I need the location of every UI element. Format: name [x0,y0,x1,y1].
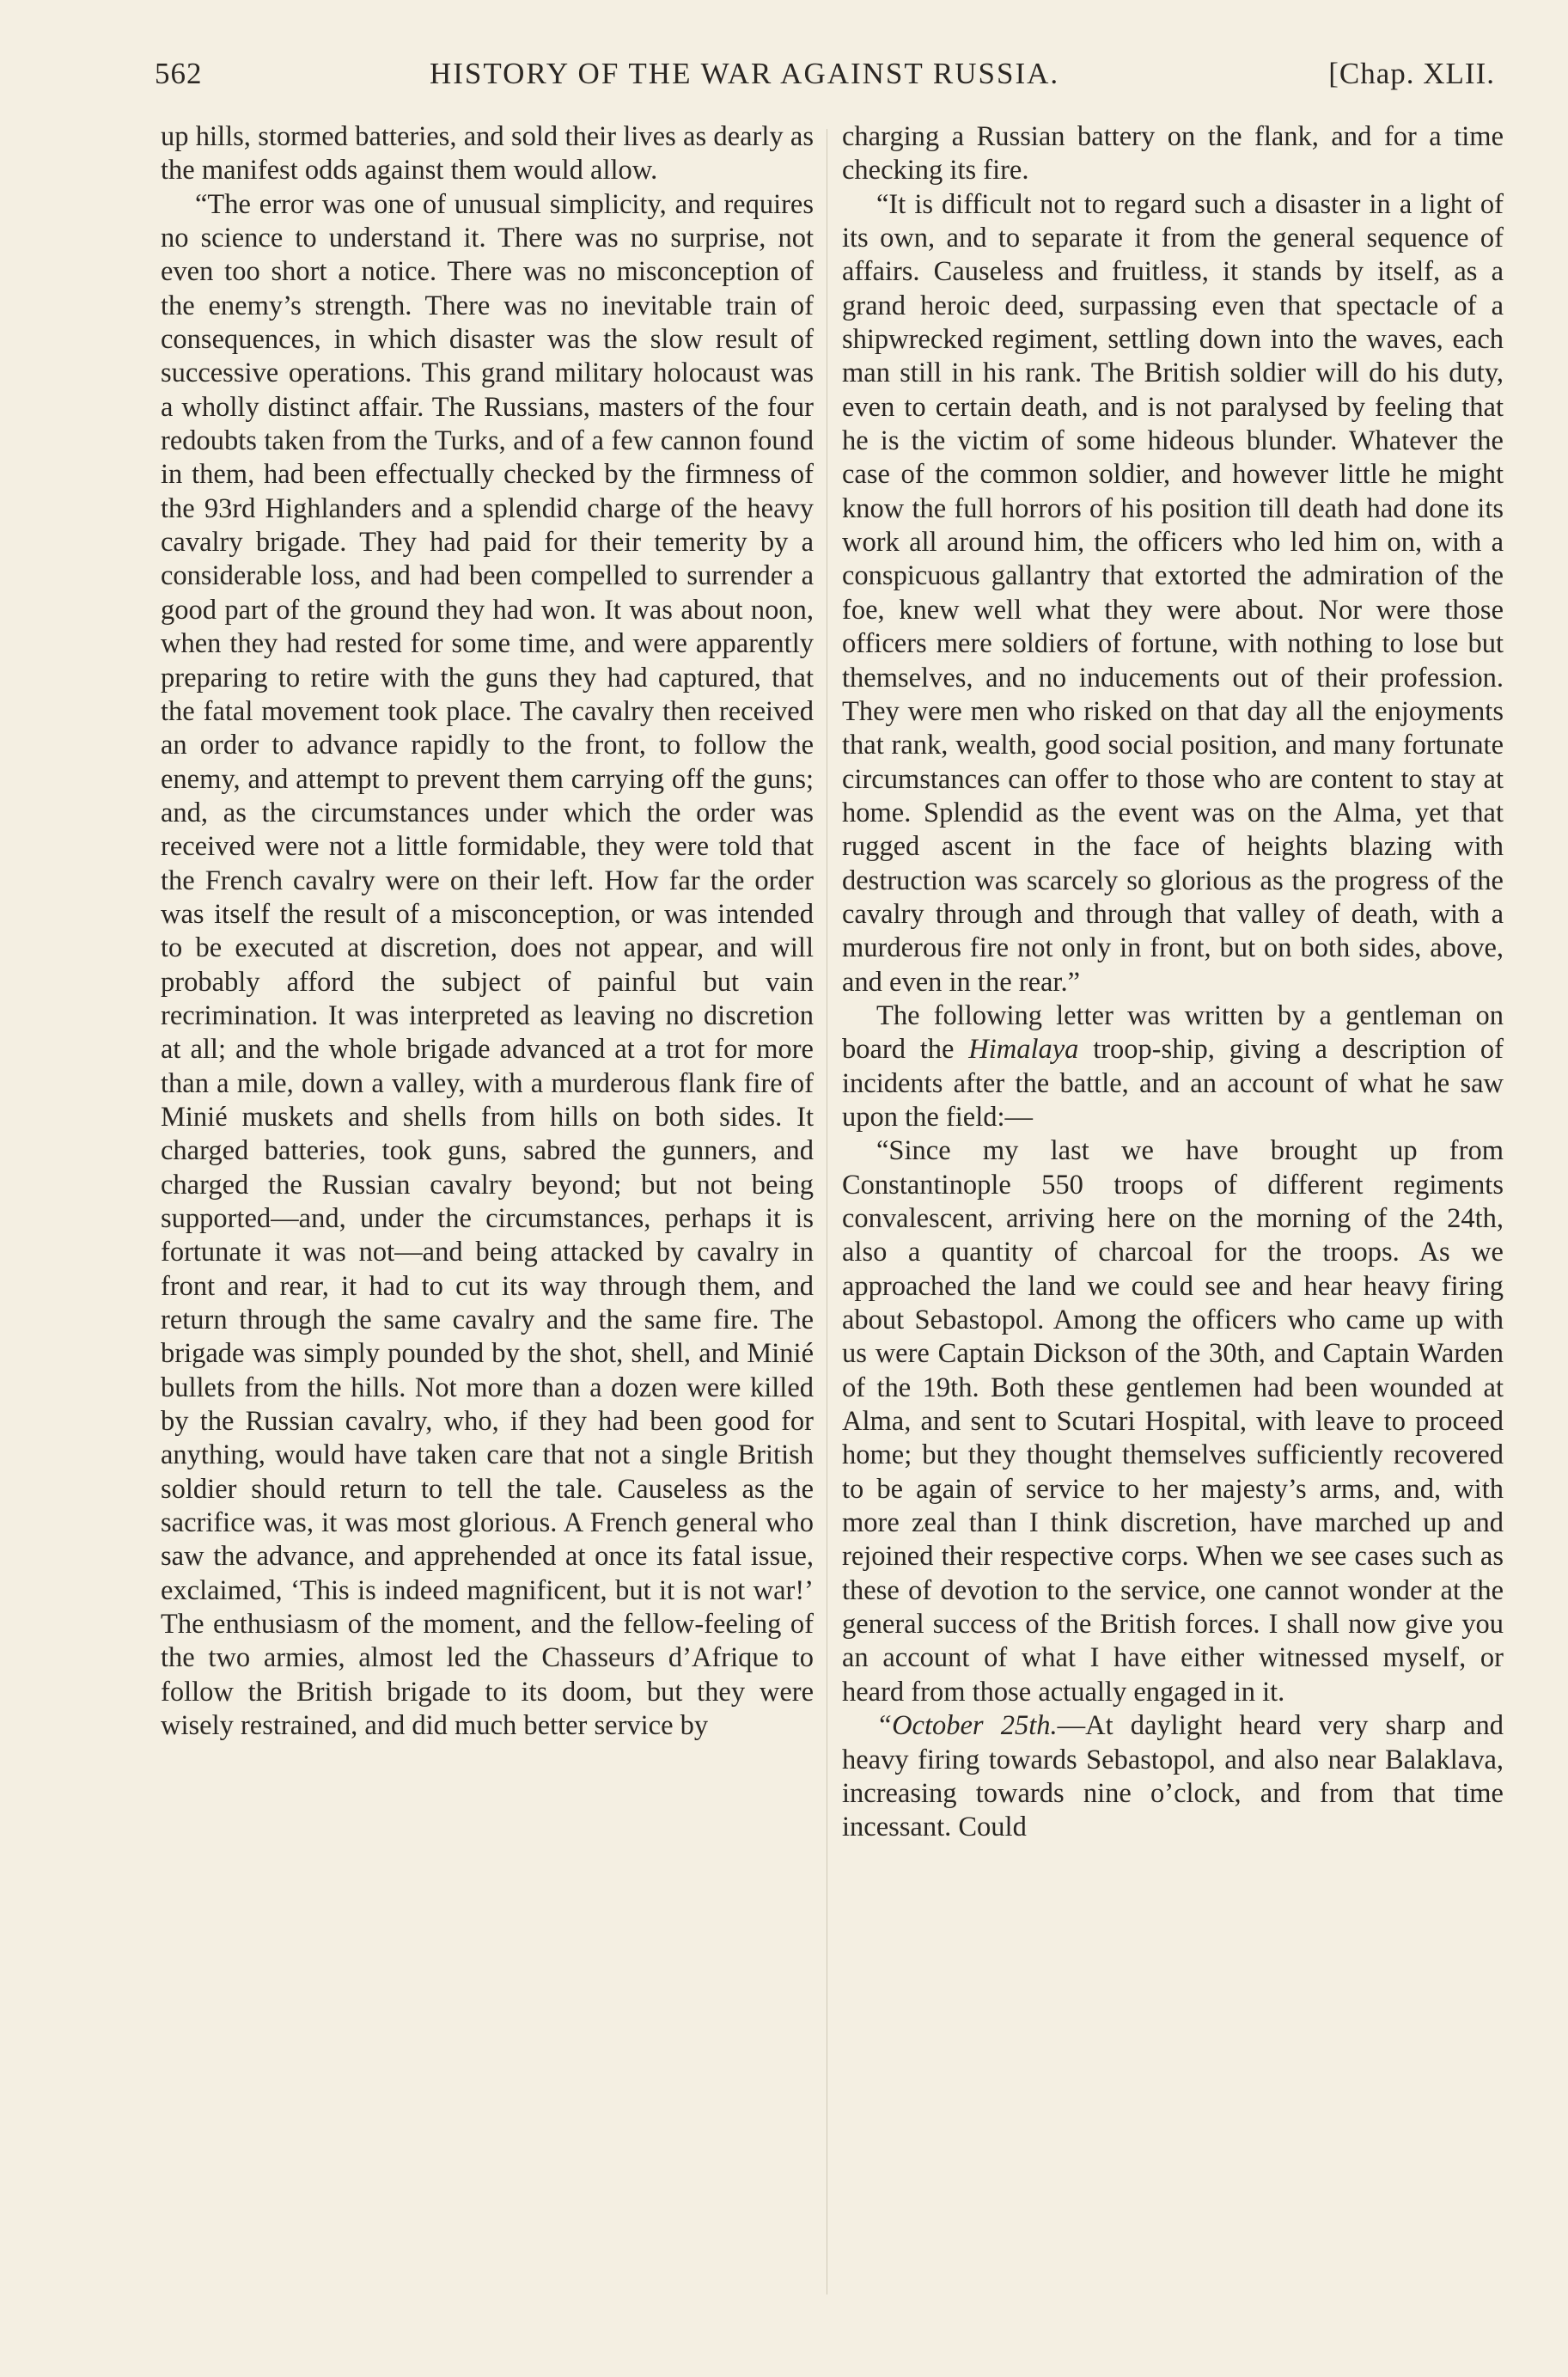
right-column [842,120,1504,1845]
page-number: 562 [155,57,203,90]
running-title: HISTORY OF THE WAR AGAINST RUSSIA. [430,57,1060,90]
left-column [161,120,814,1744]
letter-date: “October 25th. [876,1710,1058,1742]
paragraph-text: —At daylight heard very sharp and heavy firing towards Sebastopol, and also near Balaklava, increasing towards nine o’clock, and from that time incessant. Could [842,1710,1504,1843]
paragraph: “The error was one of unusual simplicity, and requires no science to understand it. There was no surprise, not even too short a notice. There was no misconception of the enemy’s strength. There was no inevitable train of consequences, in which disaster was the slow result of successive operations. This grand military holocaust was a wholly distinct affair. The Russians, masters of the four redoubts taken from the Turks, and of a few cannon found in them, had been effectually checked by the firmness of the 93rd Highlanders and a splendid charge of the heavy cavalry brigade. They had paid for their temerity by a considerable loss, and had been compelled to surrender a good part of the ground they had won. It was about noon, when they had rested for some time, and were apparently preparing to retire with the guns they had captured, that the fatal movement took place. The cavalry then received an order to advance rapidly to the front, to follow the enemy, and attempt to prevent them carrying off the guns; and, as the circumstances under which the order was received were not a little formidable, they were told that the French cavalry were on their left. How far the order was itself the result of a misconception, or was intended to be executed at discretion, does not appear, and will probably afford the subject of painful but vain recrimination. It was interpreted as leaving no discretion at all; and the whole brigade advanced at a trot for more than a mile, down a valley, with a murderous flank fire of Minié muskets and shells from hills on both sides. It charged batteries, took guns, sabred the gunners, and charged the Russian cavalry beyond; but not being supported—and, under the circumstances, perhaps it is fortunate it was not—and being attacked by cavalry in front and rear, it had to cut its way through them, and return through the same cavalry and the same fire. The brigade was simply pounded by the shot, shell, and Minié bullets from the hills. Not more than a dozen were killed by the Russian cavalry, who, if they had been good for anything, would have taken care that not a single British soldier should return to tell the tale. Causeless as the sacrifice was, it was most glorious. A French general who saw the advance, and apprehended at once its fatal issue, exclaimed, ‘This is indeed magnificent, but it is not war!’ The enthusiasm of the moment, and the fellow-feeling of the two armies, almost led the Chasseurs d’Afrique to follow the British brigade to its doom, but they were wisely restrained, and did much better service by [161,188,814,1742]
ship-name: Himalaya [968,1034,1079,1066]
paragraph: up hills, stormed batteries, and sold their lives as dearly as the manifest odds against them would allow. [161,121,814,186]
running-header [155,57,1495,100]
paragraph: “Since my last we have brought up from Constantinople 550 troops of different regiments convalescent, arriving here on the morning of the 24th, also a quantity of charcoal for the troops. As we approached the land we could see and hear heavy firing about Sebastopol. Among the officers who came up with us were Captain Dickson of the 30th, and Captain Warden of the 19th. Both these gentlemen had been wounded at Alma, and sent to Scutari Hospital, with leave to proceed home; but they thought themselves sufficiently recovered to be again of service to her majesty’s arms, and, with more zeal than I think discretion, have marched up and rejoined their respective corps. When we see cases such as these of devotion to the service, one cannot wonder at the general success of the British forces. I shall now give you an account of what I have either witnessed myself, or heard from those actually engaged in it. [842,1135,1504,1708]
chapter-label: [Chap. XLII. [1328,57,1495,90]
paragraph-text: The following letter was written by a gentleman on board the [842,999,1504,1066]
paragraph: charging a Russian battery on the flank, and for a time checking its fire. [842,121,1504,186]
paragraph [842,999,1504,1134]
paragraph-text: troop-ship, giving a description of incidents after the battle, and an account of what he saw upon the field:— [842,1034,1504,1133]
paragraph [842,1709,1504,1844]
paragraph: “It is difficult not to regard such a disaster in a light of its own, and to separate it from the general sequence of affairs. Causeless and fruitless, it stands by itself, as a grand heroic deed, surpassing even that spectacle of a shipwrecked regiment, settling down into the waves, each man still in his rank. The British soldier will do his duty, even to certain death, and is not paralysed by feeling that he is the victim of some hideous blunder. Whatever the case of the common soldier, and however little he might know the full horrors of his position till death had done its work all around him, the officers who led him on, with a conspicuous gallantry that extorted the admiration of the foe, knew well what they were about. Nor were those officers mere soldiers of fortune, with nothing to lose but themselves, and no inducements out of their profession. They were men who risked on that day all the enjoyments that rank, wealth, good social position, and many fortunate circumstances can offer to those who are content to stay at home. Splendid as the event was on the Alma, yet that rugged ascent in the face of heights blazing with destruction was scarcely so glorious as the progress of the cavalry through and through that valley of death, with a murderous fire not only in front, but on both sides, above, and even in the rear.” [842,188,1504,998]
